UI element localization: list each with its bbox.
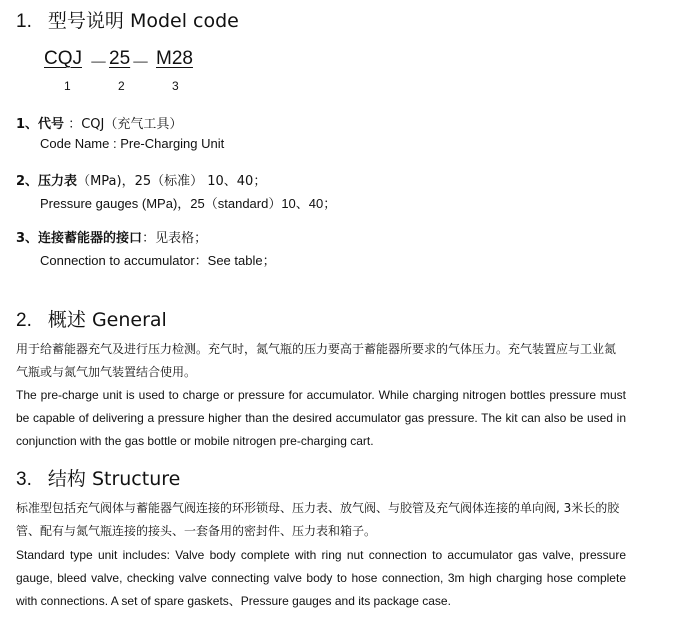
item-2-subtitle: Pressure gauges (MPa)，25（standard）10、40；	[40, 196, 337, 211]
section-1-number: 1.	[16, 11, 32, 32]
code-index-2: 2	[118, 79, 125, 93]
item-3-label: 连接蓄能器的接口	[38, 231, 143, 246]
section-3-heading	[16, 464, 180, 491]
item-3-number: 3、	[16, 231, 39, 246]
structure-english-paragraph: Standard type unit includes: Valve body complete with ring nut connection to accumulator gas valve, pressure gauge, bleed valve, checking valve connecting valve body to hose connection, 3m high charging hose complete with connections. A set of spare gaskets、Pressure gauges and its package case.	[16, 548, 626, 608]
section-3-number: 3.	[16, 469, 32, 490]
general-english-paragraph: The pre-charge unit is used to charge or pressure for accumulator. While charging nitrogen bottles pressure must be capable of delivering a pressure higher than the desired accumulator gas pressure. The kit can also be used in conjunction with the gas bottle or mobile nitrogen pre-charging cart.	[16, 388, 626, 448]
code-index-3: 3	[172, 79, 179, 93]
code-part-25: 25	[109, 48, 131, 69]
section-1-title: 型号说明 Model code	[47, 10, 239, 32]
section-2-heading	[16, 305, 167, 332]
item-1-subtitle: Code Name : Pre-Charging Unit	[40, 136, 225, 151]
item-1-label: 代号	[38, 117, 65, 132]
item-3-value: ：见表格；	[142, 231, 208, 246]
item-3-subtitle: Connection to accumulator：See table；	[40, 253, 276, 268]
item-2-label: 压力表	[38, 174, 78, 189]
item-3-title	[16, 227, 207, 246]
section-2-title: 概述 General	[47, 309, 167, 331]
code-index-1: 1	[64, 79, 71, 93]
item-2-number: 2、	[16, 174, 39, 189]
code-part-cqj: CQJ	[44, 48, 82, 69]
item-2-title	[16, 170, 266, 189]
code-part-m28: M28	[156, 48, 193, 69]
code-dash-1: －	[89, 53, 109, 74]
general-chinese-paragraph: 用于给蓄能器充气及进行压力检测。充气时，氮气瓶的压力要高于蓄能器所要求的气体压力。充气装置应与工业氮气瓶或与氮气加气装置结合使用。	[16, 342, 617, 379]
item-1-number: 1、	[16, 117, 39, 132]
item-1-title	[16, 113, 182, 132]
code-dash-2: －	[131, 53, 151, 74]
section-3-title: 结构 Structure	[47, 468, 181, 490]
model-code	[44, 48, 224, 74]
section-1-heading	[16, 6, 239, 33]
item-1-value: ：CQJ（充气工具）	[64, 117, 183, 132]
section-2-number: 2.	[16, 310, 32, 331]
structure-chinese-paragraph: 标准型包括充气阀体与蓄能器气阀连接的环形锁母、压力表、放气阀、与胶管及充气阀体连接的单向阀, 3米长的胶管、配有与氮气瓶连接的接头、一套备用的密封件、压力表和箱子。	[16, 501, 620, 538]
item-2-value: （MPa)，25（标准） 10、40；	[77, 174, 267, 189]
